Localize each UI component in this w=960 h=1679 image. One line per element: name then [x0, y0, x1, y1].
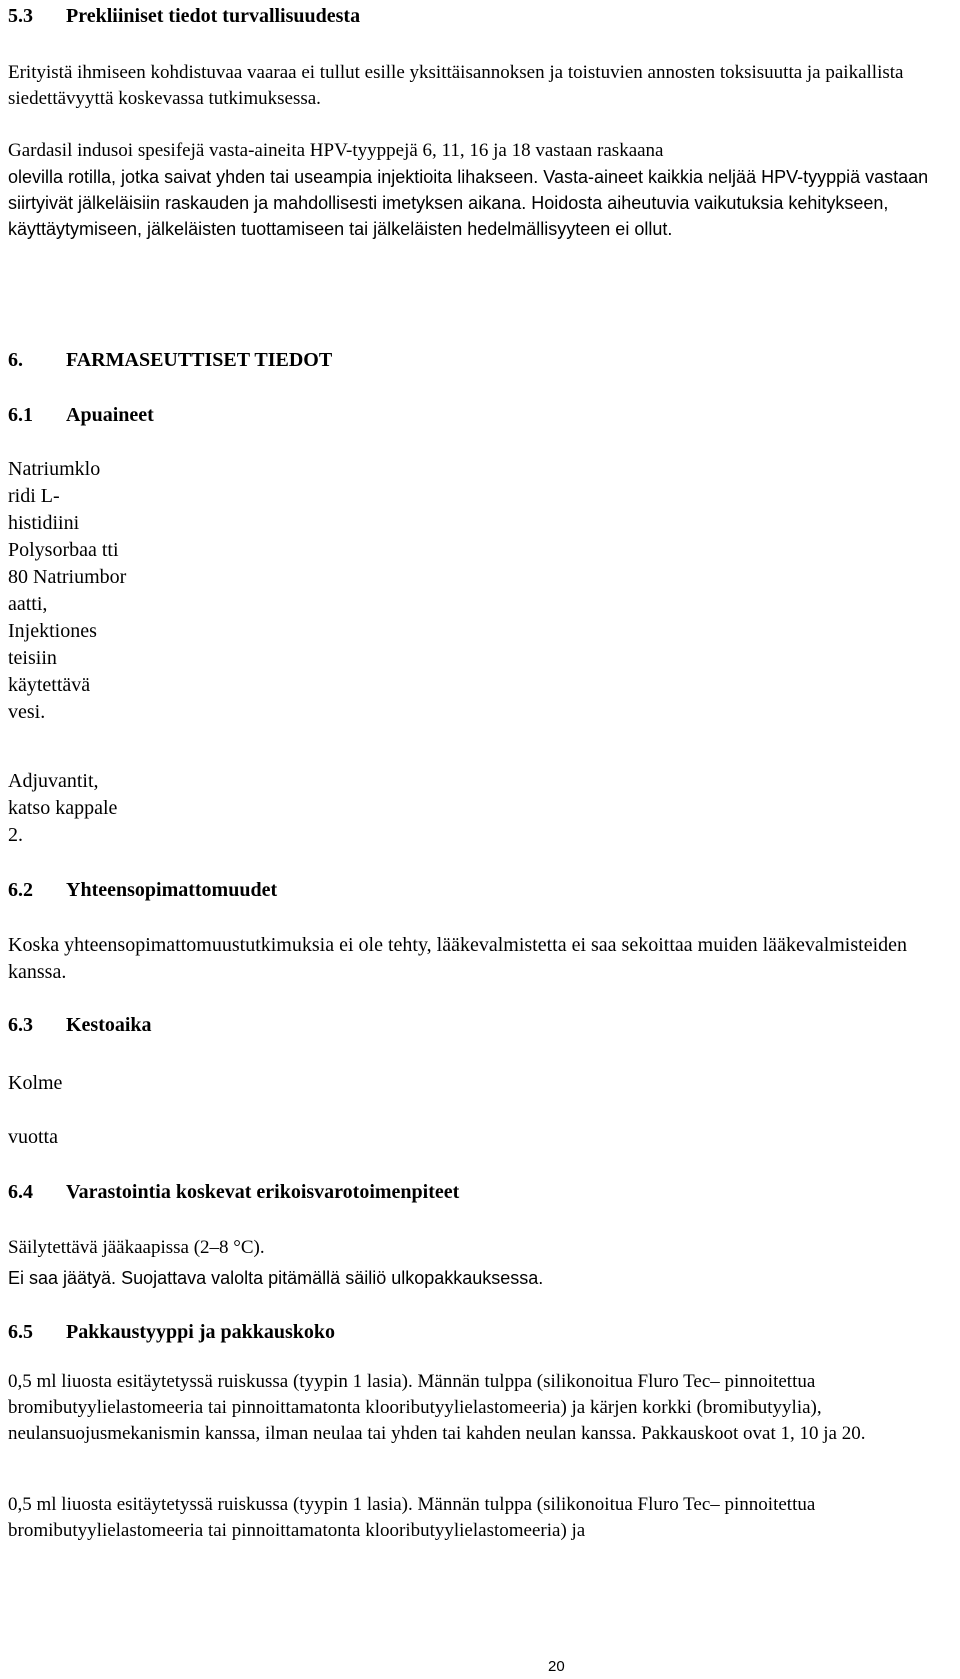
section-number: 6.2	[8, 879, 33, 901]
paragraph-incompatibilities: Koska yhteensopimattomuustutkimuksia ei ole tehty, lääkevalmistetta ei saa sekoittaa muiden lääkevalmisteiden kanssa.	[8, 934, 908, 983]
paragraph-gardasil-rest: olevilla rotilla, jotka saivat yhden tai useampia injektioita lihakseen. Vasta-aineet kaikkia neljää HPV-tyyppiä vastaan siirtyivät jälkeläisiin raskauden ja mahdollisesti imetyksen aikana. Hoidosta aiheutuvia vaikutuksia kehitykseen, käyttäytymiseen, jälkeläisten tuottamiseen tai jälkeläisten hedelmällisyyteen ei ollut.	[8, 167, 929, 239]
section-6-3-heading	[8, 1013, 152, 1037]
package-paragraph-2: 0,5 ml liuosta esitäytetyssä ruiskussa (tyypin 1 lasia). Männän tulppa (silikonoitua Fluro Tec– pinnoitettua bromibutyylielastomeeria tai pinnoittamatonta klooributyylielastomeeria) ja	[8, 1494, 816, 1541]
section-number: 6.3	[8, 1014, 33, 1036]
section-title: Yhteensopimattomuudet	[66, 879, 278, 901]
section-number: 6.5	[8, 1321, 33, 1343]
section-number: 5.3	[8, 5, 33, 27]
section-number: 6.	[8, 349, 23, 371]
section-6-heading	[8, 348, 332, 372]
excipient-list: Natriumklo ridi L-histidiini Polysorbaa tti 80 Natriumbor aatti, Injektiones teisiin käytettävä vesi.	[8, 458, 127, 723]
section-number: 6.4	[8, 1181, 33, 1203]
section-title: Pakkaustyyppi ja pakkauskoko	[66, 1321, 336, 1343]
section-title: FARMASEUTTISET TIEDOT	[66, 349, 333, 371]
page-number: 20	[548, 1658, 565, 1675]
shelf-life-line1: Kolme	[8, 1072, 63, 1094]
package-paragraph-1: 0,5 ml liuosta esitäytetyssä ruiskussa (tyypin 1 lasia). Männän tulppa (silikonoitua Fluro Tec– pinnoitettua bromibutyylielastomeeria tai pinnoittamatonta klooributyylielastomeeria) ja kärjen korkki (bromibutyylia), neulansuojusmekanismin kanssa, ilman neulaa tai yhden tai kahden neulan kanssa. Pakkauskoot ovat 1, 10 ja 20.	[8, 1371, 866, 1444]
section-6-5-heading	[8, 1320, 335, 1344]
section-6-4-heading	[8, 1180, 459, 1204]
section-6-1-heading	[8, 403, 154, 427]
section-number: 6.1	[8, 404, 33, 426]
shelf-life-line2: vuotta	[8, 1126, 58, 1148]
storage-note: Ei saa jäätyä. Suojattava valolta pitämällä säiliö ulkopakkauksessa.	[8, 1268, 544, 1288]
section-title: Varastointia koskevat erikoisvarotoimenpiteet	[66, 1181, 460, 1203]
adjuvant-note: Adjuvantit, katso kappale 2.	[8, 770, 118, 846]
paragraph-toxicity: Erityistä ihmiseen kohdistuvaa vaaraa ei tullut esille yksittäisannoksen ja toistuvien annosten toksisuutta ja paikallista siedettävyyttä koskevassa tutkimuksessa.	[8, 62, 904, 109]
section-title: Kestoaika	[66, 1014, 152, 1036]
storage-temperature: Säilytettävä jääkaapissa (2–8 °C).	[8, 1237, 265, 1258]
section-title: Apuaineet	[66, 404, 154, 426]
section-5-3-heading	[8, 4, 360, 28]
paragraph-gardasil-line1: Gardasil indusoi spesifejä vasta-aineita HPV-tyyppejä 6, 11, 16 ja 18 vastaan raskaana	[8, 140, 664, 161]
section-6-2-heading	[8, 878, 277, 902]
section-title: Prekliiniset tiedot turvallisuudesta	[66, 5, 361, 27]
